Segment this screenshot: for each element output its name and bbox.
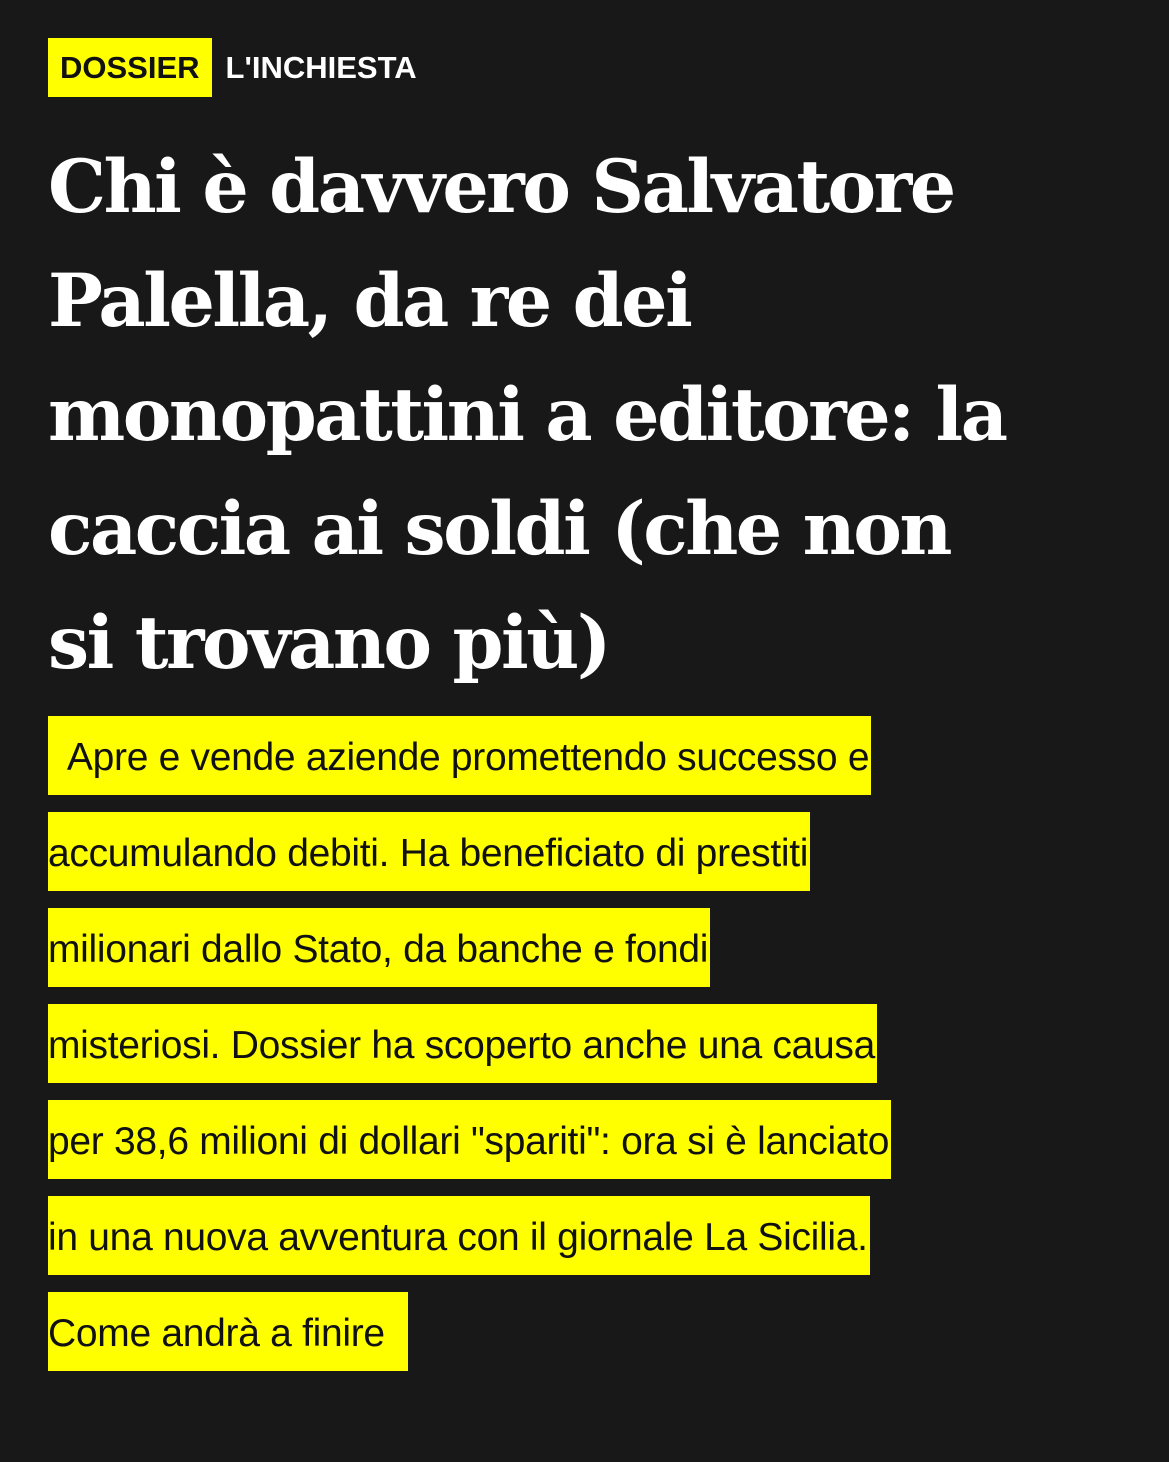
highlighted-text: misteriosi. Dossier ha scoperto anche una causa <box>48 1004 877 1083</box>
article-kicker <box>48 38 417 97</box>
headline-line: si trovano più) <box>48 600 609 686</box>
headline-line: monopattini a editore: la <box>48 372 1006 458</box>
summary-line <box>48 716 1148 795</box>
summary-line <box>48 812 1148 891</box>
summary-line <box>48 1196 1148 1275</box>
highlighted-text: Come andrà a finire <box>48 1292 408 1371</box>
dossier-badge[interactable]: DOSSIER <box>48 38 212 97</box>
headline-line: caccia ai soldi (che non <box>48 486 951 572</box>
highlighted-text: Apre e vende aziende promettendo successo e <box>48 716 871 795</box>
article-headline[interactable] <box>48 130 1148 700</box>
summary-line <box>48 1292 1148 1371</box>
summary-line <box>48 1100 1148 1179</box>
section-label[interactable]: L'INCHIESTA <box>225 50 417 85</box>
summary-line <box>48 1004 1148 1083</box>
highlighted-text: per 38,6 milioni di dollari "spariti": ora si è lanciato <box>48 1100 891 1179</box>
headline-line: Chi è davvero Salvatore <box>48 144 954 230</box>
highlighted-text: in una nuova avventura con il giornale La Sicilia. <box>48 1196 870 1275</box>
article-summary <box>48 716 1148 1388</box>
summary-line <box>48 908 1148 987</box>
headline-line: Palella, da re dei <box>48 258 691 344</box>
highlighted-text: milionari dallo Stato, da banche e fondi <box>48 908 710 987</box>
highlighted-text: accumulando debiti. Ha beneficiato di prestiti <box>48 812 810 891</box>
